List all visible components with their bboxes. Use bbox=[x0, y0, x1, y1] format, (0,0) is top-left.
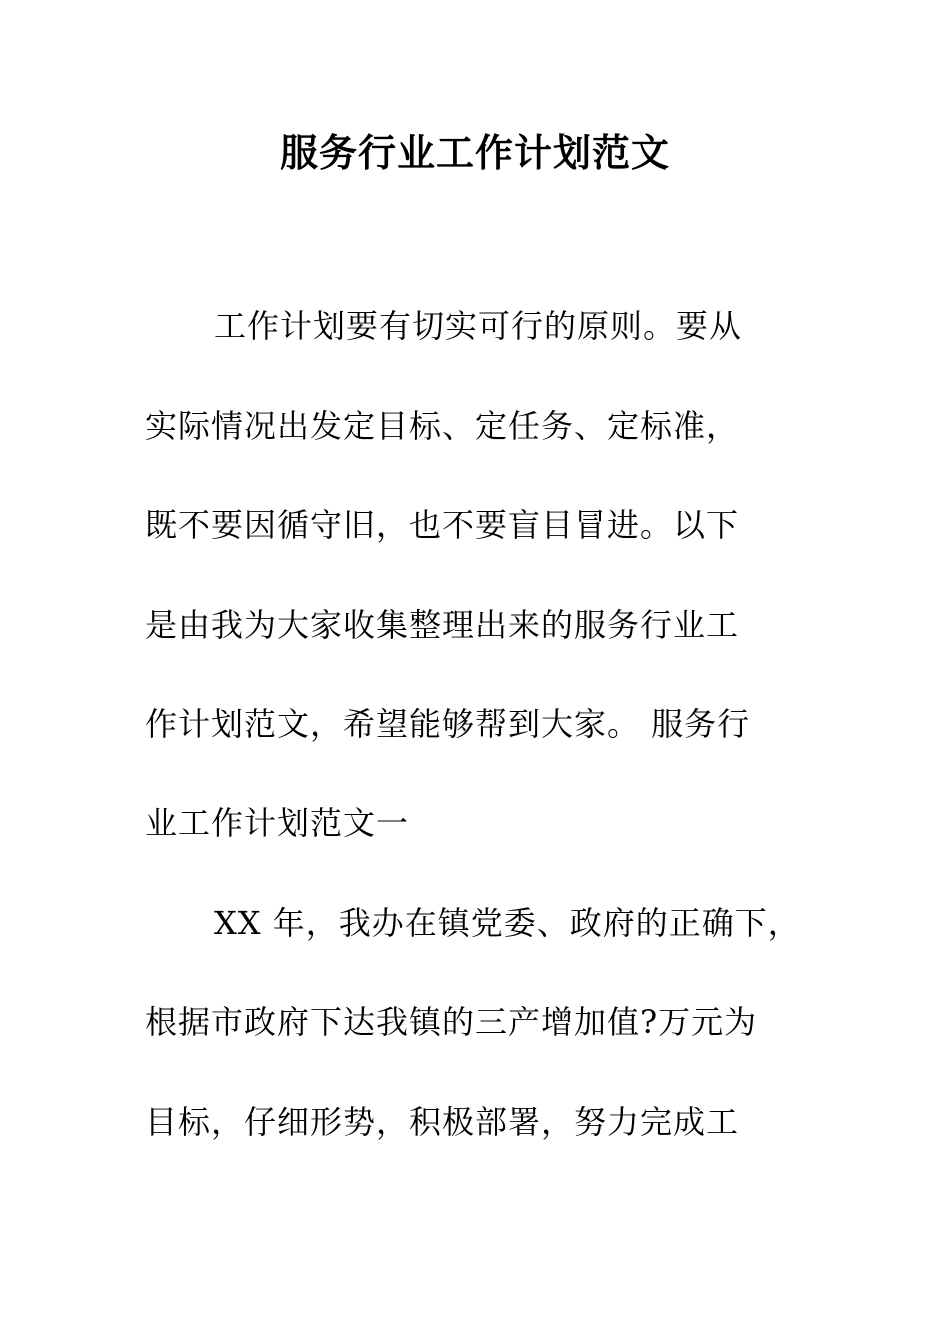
paragraph-line: 实际情况出发定目标、定任务、定标准， bbox=[145, 407, 740, 445]
paragraph-line: 是由我为大家收集整理出来的服务行业工 bbox=[145, 606, 740, 644]
paragraph-line: 目标，仔细形势，积极部署，努力完成工 bbox=[145, 1103, 740, 1141]
paragraph-line: 业工作计划范文一 bbox=[145, 804, 410, 842]
paragraph-line: 既不要因循守旧，也不要盲目冒进。以下 bbox=[145, 506, 740, 544]
paragraph-line: 工作计划要有切实可行的原则。要从 bbox=[214, 307, 743, 345]
paragraph-line: 根据市政府下达我镇的三产增加值?万元为 bbox=[145, 1003, 758, 1041]
paragraph-line: XX 年，我办在镇党委、政府的正确下， bbox=[214, 904, 801, 942]
paragraph-line: 作计划范文，希望能够帮到大家。 服务行 bbox=[145, 705, 751, 743]
document-title: 服务行业工作计划范文 bbox=[279, 130, 670, 175]
